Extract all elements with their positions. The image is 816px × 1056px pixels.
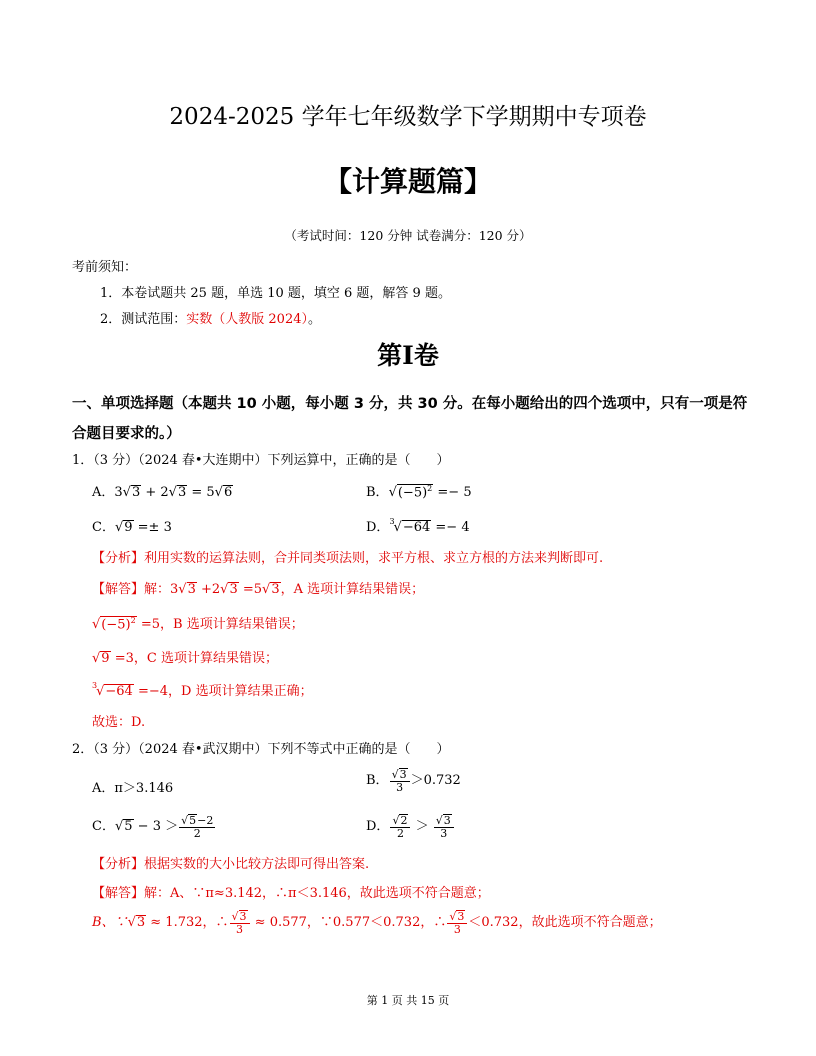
q2-solution-line-1: 【解答】解：A、∵π≈3.142，∴π＜3.146，故此选项不符合题意； xyxy=(92,886,490,901)
q1-option-b-label: B． xyxy=(366,485,389,500)
q2-option-b-tail: ＞0.732 xyxy=(410,773,461,789)
q1-solution-b-text: =5，B 选项计算结果错误； xyxy=(140,617,304,632)
q1-option-b: B．$√(-5)^2 =- 5$ xyxy=(366,483,472,500)
q2-solution-line-2-d: ＜0.732，故此选项不符合题意； xyxy=(468,915,662,931)
q2-option-d: D． $\frac{√2}{2}$ ＞ $\frac{√3}{3}$ xyxy=(366,814,455,839)
q1-solution-d-text: =−4，D 选项计算结果正确； xyxy=(137,684,313,699)
q1-option-d-label: D． xyxy=(366,520,390,535)
document-subtitle: 【计算题篇】 xyxy=(323,165,492,198)
q2-solution-line-2: B、∵√3 ≈ 1.732，∴ $\frac{√3}{3}$ ≈ 0.577，∵0.577＜0.732，∴ $\frac{√3}{3}$ ＜0.732，故此选项不符合题意； xyxy=(92,910,662,936)
q1-option-c: C．√9 =± 3 xyxy=(92,520,172,535)
section-title: 第Ⅰ卷 xyxy=(377,341,439,370)
notice-item-2-prefix: 2．测试范围： xyxy=(100,312,187,327)
q1-option-d: D．$^3$√−64 =− 4 xyxy=(366,517,470,535)
exam-meta: （考试时间：120 分钟 试卷满分：120 分） xyxy=(284,228,532,243)
q1-solution-a-text: ，A 选项计算结果错误； xyxy=(280,582,425,597)
q1-choice: 故选：D. xyxy=(92,715,146,730)
q2-option-b-label: B． xyxy=(366,773,389,789)
section-instruction-line-2: 合题目要求的。） xyxy=(72,426,181,442)
q1-solution-c-text: =3，C 选项计算结果错误； xyxy=(114,651,278,666)
q2-option-a xyxy=(92,777,173,796)
q1-option-a: A．3√3 + 2√3 = 5√6 xyxy=(92,485,233,500)
q1-option-a-label: A． xyxy=(92,485,115,500)
q2-option-d-label: D． xyxy=(366,819,390,835)
document-title: 2024-2025 学年七年级数学下学期期中专项卷 xyxy=(169,104,647,130)
q2-option-a-text: π＞3.146 xyxy=(114,781,174,796)
test-range: 实数（人教版 2024） xyxy=(186,312,308,327)
q2-option-b: B． $\frac{√3}{3}$ ＞0.732 xyxy=(366,768,461,794)
q2-option-c: C．√5 − 3 ＞ $\frac{√5-2}{2}$ xyxy=(92,814,214,840)
q2-solution-line-2-b: ≈ 1.732，∴ xyxy=(146,915,229,931)
q1-stem: 1．（3 分）（2024 春•大连期中）下列运算中，正确的是（ ） xyxy=(72,453,450,468)
notice-item-1: 1．本卷试题共 25 题，单选 10 题，填空 6 题，解答 9 题。 xyxy=(100,286,451,301)
notice-item-2 xyxy=(100,308,321,327)
q1-option-c-label: C． xyxy=(92,520,115,535)
q1-solution-d: $^3$√−64 =−4，D 选项计算结果正确； xyxy=(92,681,313,699)
q1-solution-c: √9 =3，C 选项计算结果错误； xyxy=(92,651,278,666)
section-instruction-line-1: 一、单项选择题（本题共 10 小题，每小题 3 分，共 30 分。在每小题给出的四个选项中，只有一项是符 xyxy=(72,396,748,412)
q1-solution-a: 【解答】解：3√3 +2√3 =5√3，A 选项计算结果错误； xyxy=(92,582,425,597)
q2-analysis: 【分析】根据实数的大小比较方法即可得出答案. xyxy=(92,857,370,872)
notice-heading: 考前须知： xyxy=(72,260,138,275)
q2-stem: 2．（3 分）（2024 春•武汉期中）下列不等式中正确的是（ ） xyxy=(72,742,450,757)
notice-item-2-suffix: 。 xyxy=(308,312,322,327)
q1-analysis: 【分析】利用实数的运算法则，合并同类项法则，求平方根、求立方根的方法来判断即可. xyxy=(92,551,604,566)
q2-solution-line-2-a: B、∵ xyxy=(92,915,128,931)
q2-solution-line-2-c: ≈ 0.577，∵0.577＜0.732，∴ xyxy=(250,915,447,931)
q2-option-c-label: C． xyxy=(92,819,115,835)
q2-option-a-label: A． xyxy=(92,781,115,796)
q1-solution-prefix: 【解答】解： xyxy=(92,582,171,597)
q1-solution-b: $√(-5)^2 =5$，B 选项计算结果错误； xyxy=(92,615,304,632)
page-number: 第 1 页 共 15 页 xyxy=(366,994,450,1007)
